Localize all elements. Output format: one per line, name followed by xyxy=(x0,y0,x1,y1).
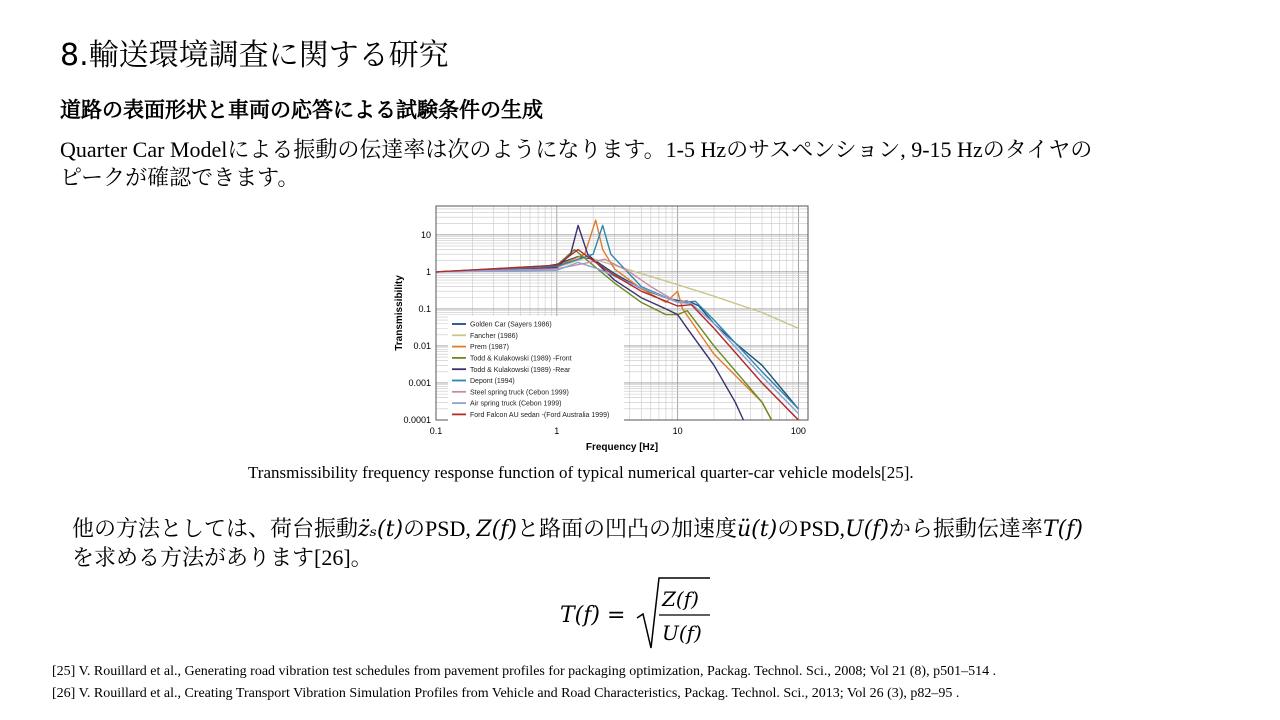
math-Zf: Z(f) xyxy=(476,517,517,542)
formula-lhs: T(f) = xyxy=(560,603,626,628)
legend-label: Steel spring truck (Cebon 1999) xyxy=(470,389,569,397)
transmissibility-formula xyxy=(555,574,725,652)
x-tick-label: 100 xyxy=(790,426,806,436)
x-tick-label: 10 xyxy=(672,426,683,436)
x-tick-label: 1 xyxy=(554,426,560,436)
method-line-2: を求める方法があります[26]。 xyxy=(72,545,373,570)
legend-label: Golden Car (Sayers 1986) xyxy=(470,321,552,329)
x-axis-label: Frequency [Hz] xyxy=(585,442,659,453)
y-tick-label: 0.001 xyxy=(408,377,431,388)
y-tick-label: 0.01 xyxy=(413,340,431,351)
legend-label: Prem (1987) xyxy=(470,344,509,352)
y-tick-label: 10 xyxy=(420,229,431,240)
x-tick-label: 0.1 xyxy=(429,426,443,436)
math-ut: ü(t) xyxy=(737,517,778,542)
legend-label: Ford Falcon AU sedan -(Ford Australia 1999) xyxy=(470,412,610,419)
y-tick-label: 0.0001 xyxy=(403,415,431,425)
method-text-mid2: と路面の凹凸の加速度 xyxy=(517,516,738,541)
legend-label: Todd & Kulakowski (1989) -Front xyxy=(470,355,572,363)
method-line-1 xyxy=(72,512,1083,543)
section-subtitle: 道路の表面形状と車両の応答による試験条件の生成 xyxy=(60,98,543,122)
reference-26: [26] V. Rouillard et al., Creating Transport Vibration Simulation Profiles from Vehicle and Road Characteristics, Packag. Technol. Sci., 2013; Vol 26 (3), p82–95 . xyxy=(52,686,960,701)
math-zs: z̈ₛ(t) xyxy=(358,517,404,542)
math-Tf: T(f) xyxy=(1042,517,1083,542)
y-tick-label: 1 xyxy=(425,266,431,277)
legend-label: Todd & Kulakowski (1989) -Rear xyxy=(470,366,571,374)
method-text-mid3: のPSD, xyxy=(777,516,846,541)
reference-25: [25] V. Rouillard et al., Generating road vibration test schedules from pavement profiles for packaging optimization, Packag. Technol. Sci., 2008; Vol 21 (8), p501–514 . xyxy=(52,664,997,679)
page-title: 8.輸送環境調査に関する研究 xyxy=(60,38,449,73)
legend-label: Fancher (1986) xyxy=(470,332,518,340)
legend-label: Depont (1994) xyxy=(470,378,515,386)
legend-label: Air spring truck (Cebon 1999) xyxy=(470,400,562,408)
intro-line-2: ピークが確認できます。 xyxy=(60,165,300,190)
method-text-pre: 他の方法としては、荷台振動 xyxy=(72,516,359,541)
figure-caption: Transmissibility frequency response function of typical numerical quarter-car vehicle models[25]. xyxy=(248,463,914,482)
y-tick-label: 0.1 xyxy=(418,303,431,314)
chart-legend xyxy=(448,316,624,424)
method-text-mid4: から振動伝達率 xyxy=(888,516,1043,541)
intro-line-1: Quarter Car Modelによる振動の伝達率は次のようになります。1-5 Hzのサスペンション, 9-15 Hzのタイヤの xyxy=(60,137,1093,162)
formula-numerator: Z(f) xyxy=(662,587,699,611)
formula-denominator: U(f) xyxy=(662,621,702,645)
method-text-mid1: のPSD, xyxy=(403,516,477,541)
y-axis-label: Transmissibility xyxy=(394,275,405,351)
transmissibility-chart xyxy=(390,200,814,455)
math-Uf: U(f) xyxy=(845,517,889,542)
